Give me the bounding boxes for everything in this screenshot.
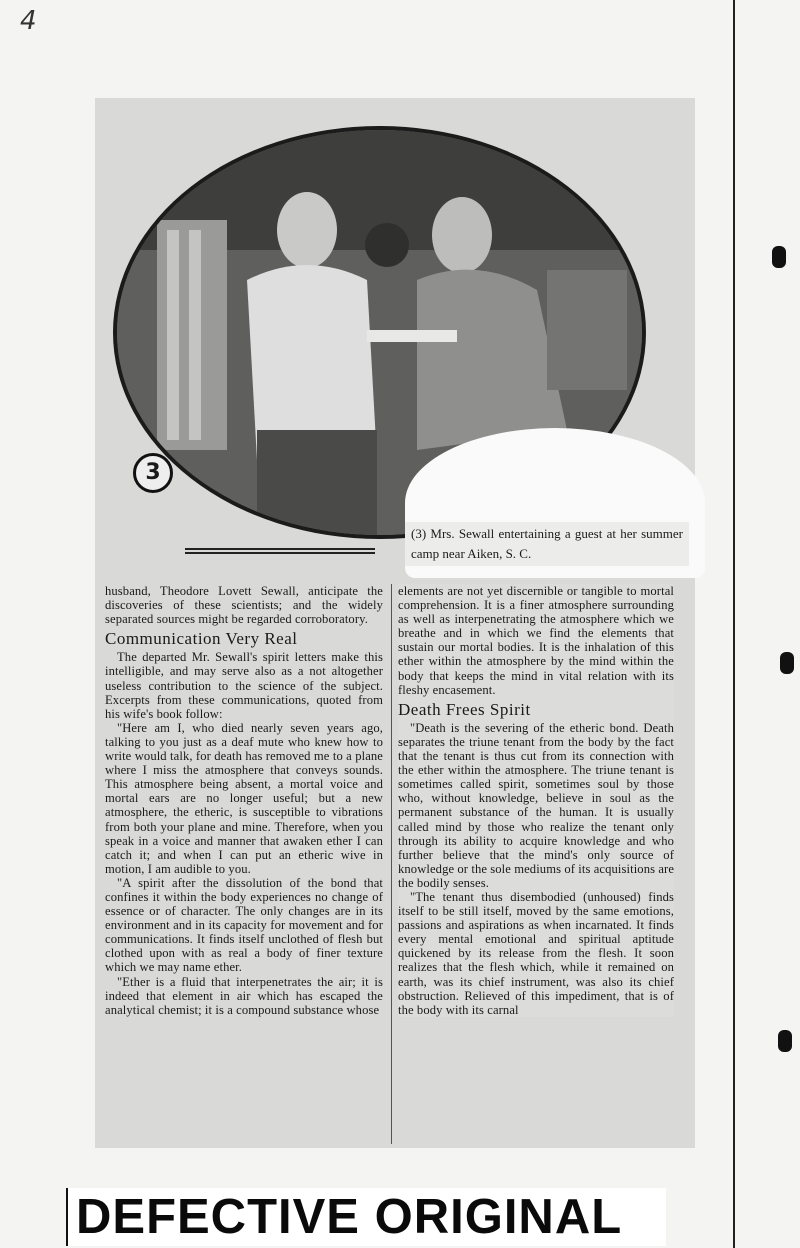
paragraph: "Death is the severing of the etheric bond. Death separates the triune tenant from the body by the fact that the tenant is thus cut from its connection with the ether within the atmosphere. The triune tenant is sometimes called spirit, sometimes soul by those who, without knowledge, believe in soul as the permanent substance of the human. It is usually called mind by those who realize the tenant only through its ability to acquire knowledge and who further believe that the mind's only source of knowledge or the sole mediums of its acquisitions are the bodily senses. [398, 720, 675, 890]
paragraph: elements are not yet discernible or tangible to mortal comprehension. It is a finer atmosphere surrounding as well as interpenetrating the atmosphere which we breathe and in which we find the elements that sustain our mortal bodies. It is the inhalation of this ether within the atmosphere by the mind within the body that keeps the mind in vital relation with its fleshy encasement. [398, 584, 674, 697]
newspaper-clipping [95, 98, 695, 1148]
paragraph: The departed Mr. Sewall's spirit letters make this intelligible, and may serve also as a not altogether useless contribution to the science of the subject. Excerpts from these communications, quoted from his wife's book follow: [105, 650, 383, 721]
paragraph: "Here am I, who died nearly seven years ago, talking to you just as a deaf mute who knew how to write would talk, for death has removed me to a plane where I miss the atmosphere that conveys sounds. This atmosphere being absent, a mortal voice and mortal ears are no longer useful; but a new atmosphere, the etheric, is susceptible to vibrations from both your plane and mine. Therefore, when you speak in a voice and manner that awaken ether I can catch it; and when I can put an etheric wive in motion, I am audible to you. [105, 720, 383, 876]
paragraph: "A spirit after the dissolution of the bond that confines it within the body experiences no change of essence or of character. The only changes are in its environment and in its capacity for movement and for communications. It finds itself unclothed of flesh but clothed upon with as real a body of finer texture which we may name ether. [105, 875, 383, 975]
article-column-right [398, 584, 674, 1017]
page-number: 4 [20, 6, 37, 36]
photo-number-badge: 3 [133, 453, 173, 493]
subheading: Death Frees Spirit [398, 699, 531, 719]
punch-hole-middle [780, 652, 794, 674]
ornament-rule [185, 546, 375, 556]
subheading: Communication Very Real [105, 629, 298, 649]
photo-caption: (3) Mrs. Sewall entertaining a guest at her summer camp near Aiken, S. C. [405, 522, 689, 566]
paragraph: husband, Theodore Lovett Sewall, anticipate the discoveries of these scientists; and the widely separated sources might be regarded corroboratory. [105, 584, 383, 627]
defective-original-stamp: DEFECTIVE ORIGINAL [66, 1188, 666, 1246]
paragraph: "Ether is a fluid that interpenetrates the air; it is indeed that element in air which has escaped the analytical chemist; it is a compound substance whose [105, 974, 383, 1017]
column-divider [391, 584, 392, 1144]
article-column-left [105, 584, 383, 1017]
punch-hole-top [772, 246, 786, 268]
page-edge-rule [733, 0, 735, 1248]
punch-hole-bottom [778, 1030, 792, 1052]
paragraph: "The tenant thus disembodied (unhoused) finds itself to be still itself, moved by the same emotions, passions and aspirations as when incarnated. It finds every mental emotional and spiritual aptitude quickened by its release from the flesh. It soon realizes that the flesh which, while it remained on earth, was its chief instrument, was also its chief obstruction. Relieved of this impediment, that is of the body with its carnal [398, 889, 674, 1017]
